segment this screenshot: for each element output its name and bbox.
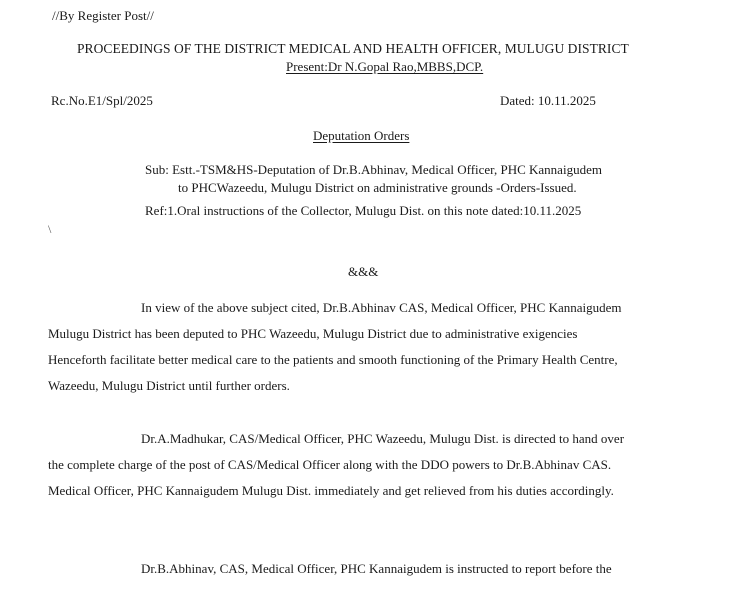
paragraph-line: Mulugu District has been deputed to PHC Wazeedu, Mulugu District due to administrative exigencies [48,326,578,341]
reference-number: Rc.No.E1/Spl/2025 [51,93,153,108]
paragraph-line: Dr.A.Madhukar, CAS/Medical Officer, PHC Wazeedu, Mulugu Dist. is directed to hand over [141,431,625,446]
proceedings-title: PROCEEDINGS OF THE DISTRICT MEDICAL AND HEALTH OFFICER, MULUGU DISTRICT [77,41,629,56]
present-officer: Present:Dr N.Gopal Rao,MBBS,DCP. [286,59,484,74]
section-separator: &&& [348,264,379,279]
dispatch-mode: //By Register Post// [52,8,154,23]
subject-line-1: Sub: Estt.-TSM&HS-Deputation of Dr.B.Abhinav, Medical Officer, PHC Kannaigudem [145,162,602,177]
order-type-heading: Deputation Orders [313,128,410,143]
paragraph-line: Wazeedu, Mulugu District until further orders. [48,378,290,393]
subject-line-2: to PHCWazeedu, Mulugu District on administrative grounds -Orders-Issued. [178,180,577,195]
paragraph-3 [48,556,682,582]
paragraph-2 [48,426,682,504]
paragraph-line: Medical Officer, PHC Kannaigudem Mulugu Dist. immediately and get relieved from his duties accordingly. [48,483,614,498]
reference-line: Ref:1.Oral instructions of the Collector, Mulugu Dist. on this note dated:10.11.2025 [145,203,582,218]
paragraph-line: Dr.B.Abhinav, CAS, Medical Officer, PHC Kannaigudem is instructed to report before the [141,561,612,576]
paragraph-line: In view of the above subject cited, Dr.B.Abhinav CAS, Medical Officer, PHC Kannaigudem [141,300,622,315]
paragraph-line: Henceforth facilitate better medical care to the patients and smooth functioning of the Primary Health Centre, [48,352,618,367]
paragraph-line: the complete charge of the post of CAS/Medical Officer along with the DDO powers to Dr.B.Abhinav CAS. [48,457,612,472]
paragraph-1 [48,295,682,399]
order-date: Dated: 10.11.2025 [500,93,596,108]
stray-mark: \ [48,222,52,236]
